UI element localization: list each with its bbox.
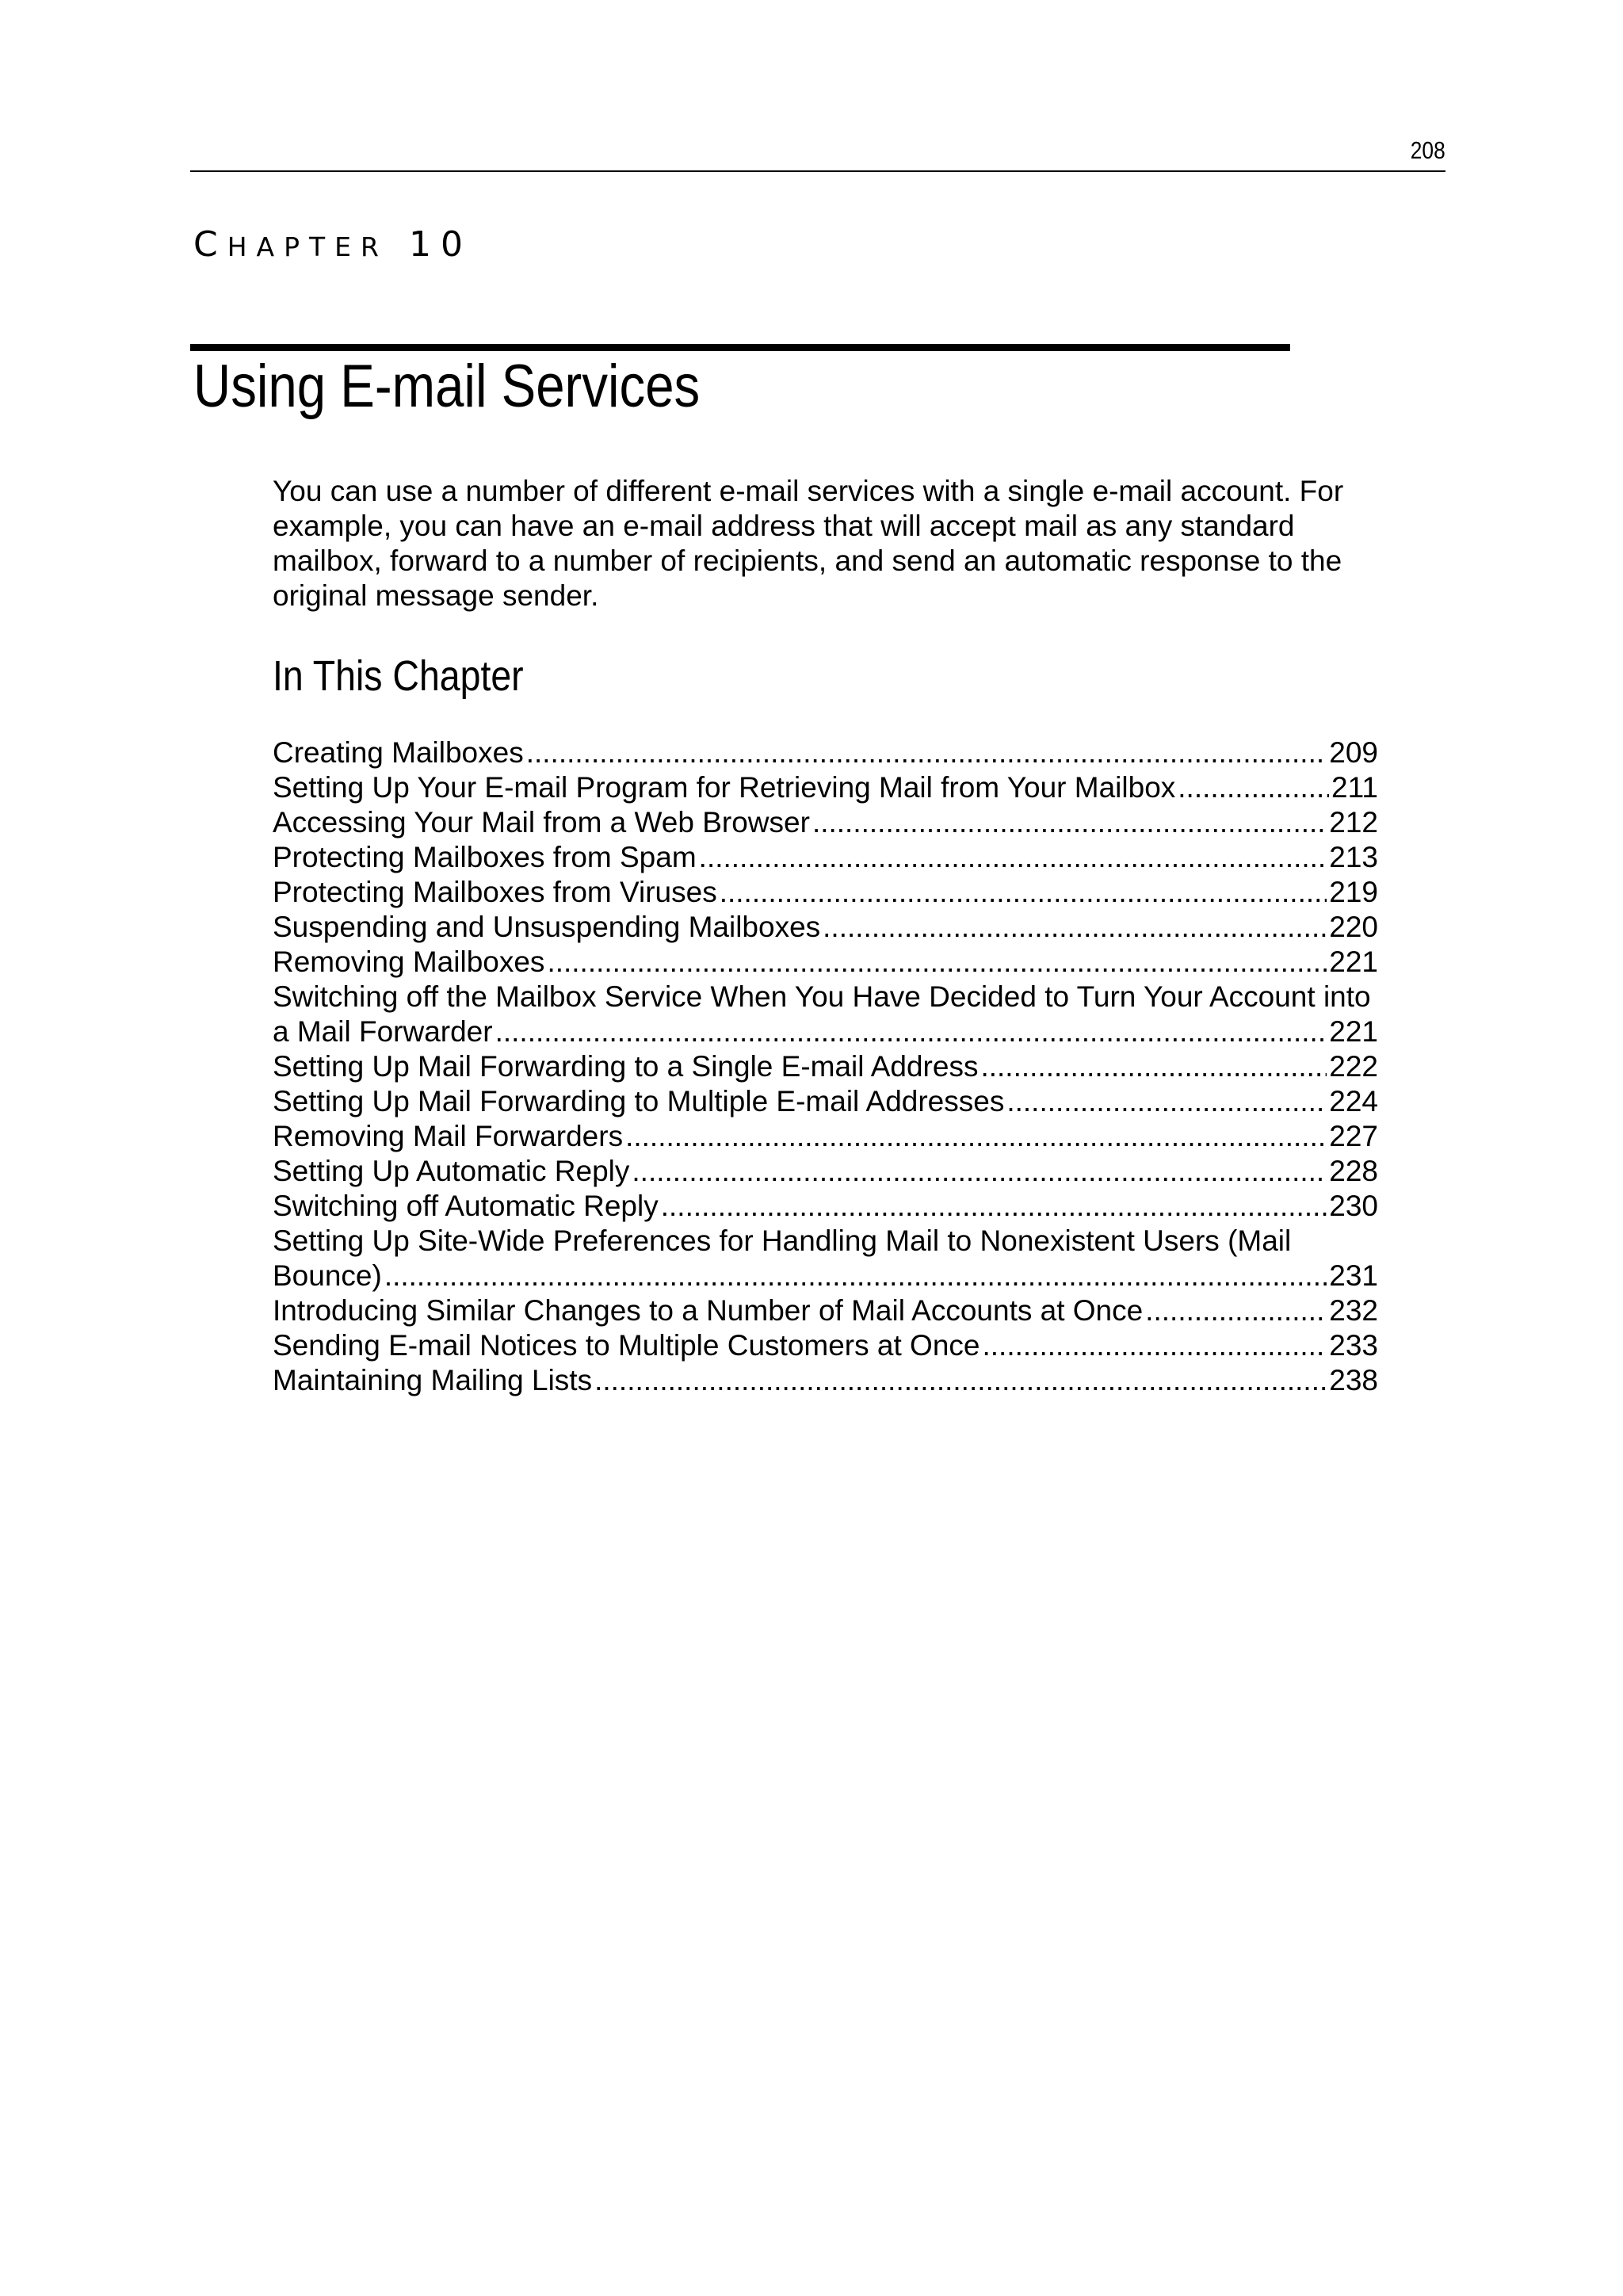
toc-entry-title: Creating Mailboxes [273,736,524,769]
intro-paragraph: You can use a number of different e-mail services with a single e-mail account. For example, you can have an e-mail address that will accept mail as any standard mailbox, forward to a number of recipients, and send an automatic response to the original message sender. [273,475,1344,612]
toc-entry-page: 221 [1329,946,1378,978]
toc-dot-leader [812,805,1327,840]
toc-entry[interactable] [273,840,1420,875]
toc-entry-title: a Mail Forwarder [273,1015,493,1048]
toc-entry-line [273,910,1378,945]
title-rule [190,344,1290,351]
section-heading: In This Chapter [273,652,524,700]
toc-entry-title: Setting Up Automatic Reply [273,1155,630,1187]
toc-entry[interactable] [273,1119,1420,1154]
toc-dot-leader [594,1363,1327,1398]
toc-entry[interactable] [273,875,1420,910]
toc-entry[interactable] [273,910,1420,945]
toc-entry[interactable] [273,1328,1420,1363]
toc-entry-title: Sending E-mail Notices to Multiple Customers at Once [273,1329,980,1362]
toc-entry-page: 211 [1331,771,1378,804]
toc-entry-line [273,1363,1378,1398]
toc-entry-page: 238 [1329,1364,1378,1396]
toc-entry-page: 230 [1329,1190,1378,1222]
toc-entry[interactable] [273,1049,1420,1084]
toc-dot-leader [823,910,1327,945]
toc-entry-title: Maintaining Mailing Lists [273,1364,593,1396]
toc-dot-leader [980,1049,1327,1084]
table-of-contents [273,735,1420,1398]
toc-entry-line [273,1049,1378,1084]
toc-entry-title: Bounce) [273,1259,382,1292]
toc-entry-line [273,1084,1378,1119]
toc-entry-line [273,805,1378,840]
toc-dot-leader [1178,770,1329,805]
header-rule [190,170,1445,172]
toc-entry[interactable] [273,1293,1420,1328]
toc-entry-page: 213 [1329,841,1378,873]
toc-entry-line [273,1154,1378,1189]
toc-entry-title: Removing Mailboxes [273,946,545,978]
toc-entry-page: 212 [1329,806,1378,839]
toc-entry[interactable] [273,945,1420,980]
toc-entry-page: 227 [1329,1120,1378,1152]
toc-entry-title: Protecting Mailboxes from Spam [273,841,697,873]
toc-entry[interactable] [273,1224,1420,1293]
chapter-label [193,224,472,265]
toc-dot-leader [1006,1084,1327,1119]
chapter-title: Using E-mail Services [193,353,701,420]
toc-dot-leader [699,840,1327,875]
toc-entry-page: 222 [1329,1050,1378,1083]
toc-entry[interactable] [273,1363,1420,1398]
toc-entry-line [273,1259,1378,1293]
toc-entry-line [273,1014,1378,1049]
toc-entry-line [273,875,1378,910]
toc-entry-title: Removing Mail Forwarders [273,1120,624,1152]
toc-entry-title-line1: Switching off the Mailbox Service When You Have Decided to Turn Your Account into [273,980,1371,1013]
toc-entry[interactable] [273,735,1420,770]
toc-entry-title: Suspending and Unsuspending Mailboxes [273,911,821,943]
toc-entry-page: 228 [1329,1155,1378,1187]
toc-dot-leader [632,1154,1327,1189]
toc-dot-leader [661,1189,1327,1224]
toc-entry-line [273,1119,1378,1154]
toc-entry[interactable] [273,980,1420,1049]
toc-entry-line [273,945,1378,980]
toc-entry[interactable] [273,1084,1420,1119]
chapter-label-initial: C [193,224,227,265]
toc-entry-line [273,1293,1378,1328]
toc-entry-page: 233 [1329,1329,1378,1362]
toc-dot-leader [526,735,1327,770]
toc-entry-page: 209 [1329,736,1378,769]
toc-dot-leader [495,1014,1327,1049]
toc-dot-leader [720,875,1327,910]
toc-entry-page: 220 [1329,911,1378,943]
toc-entry-page: 221 [1329,1015,1378,1048]
toc-entry-title: Switching off Automatic Reply [273,1190,659,1222]
toc-list [273,735,1420,1398]
toc-entry-line [273,1189,1378,1224]
toc-entry-page: 219 [1329,876,1378,908]
toc-entry[interactable] [273,1189,1420,1224]
toc-entry-title-line1: Setting Up Site-Wide Preferences for Handling Mail to Nonexistent Users (Mail [273,1224,1292,1257]
toc-entry[interactable] [273,1154,1420,1189]
toc-entry-page: 232 [1329,1294,1378,1327]
toc-dot-leader [547,945,1327,980]
toc-dot-leader [982,1328,1327,1363]
toc-entry-page: 231 [1329,1259,1378,1292]
toc-entry-title: Setting Up Mail Forwarding to a Single E-mail Address [273,1050,979,1083]
chapter-number: 10 [408,224,472,265]
toc-entry-title: Introducing Similar Changes to a Number of Mail Accounts at Once [273,1294,1144,1327]
toc-entry-line [273,735,1378,770]
toc-entry-line [273,840,1378,875]
chapter-label-rest: HAPTER [227,231,388,262]
page-number: 208 [1411,136,1445,164]
toc-entry-line [273,1328,1378,1363]
toc-dot-leader [384,1259,1327,1293]
toc-entry-title: Setting Up Mail Forwarding to Multiple E-mail Addresses [273,1085,1005,1117]
toc-entry-title: Accessing Your Mail from a Web Browser [273,806,810,839]
toc-entry[interactable] [273,770,1420,805]
toc-dot-leader [1145,1293,1327,1328]
toc-entry[interactable] [273,805,1420,840]
toc-entry-title: Setting Up Your E-mail Program for Retrieving Mail from Your Mailbox [273,771,1176,804]
toc-entry-line [273,770,1378,805]
toc-entry-title: Protecting Mailboxes from Viruses [273,876,717,908]
toc-dot-leader [625,1119,1327,1154]
toc-entry-page: 224 [1329,1085,1378,1117]
